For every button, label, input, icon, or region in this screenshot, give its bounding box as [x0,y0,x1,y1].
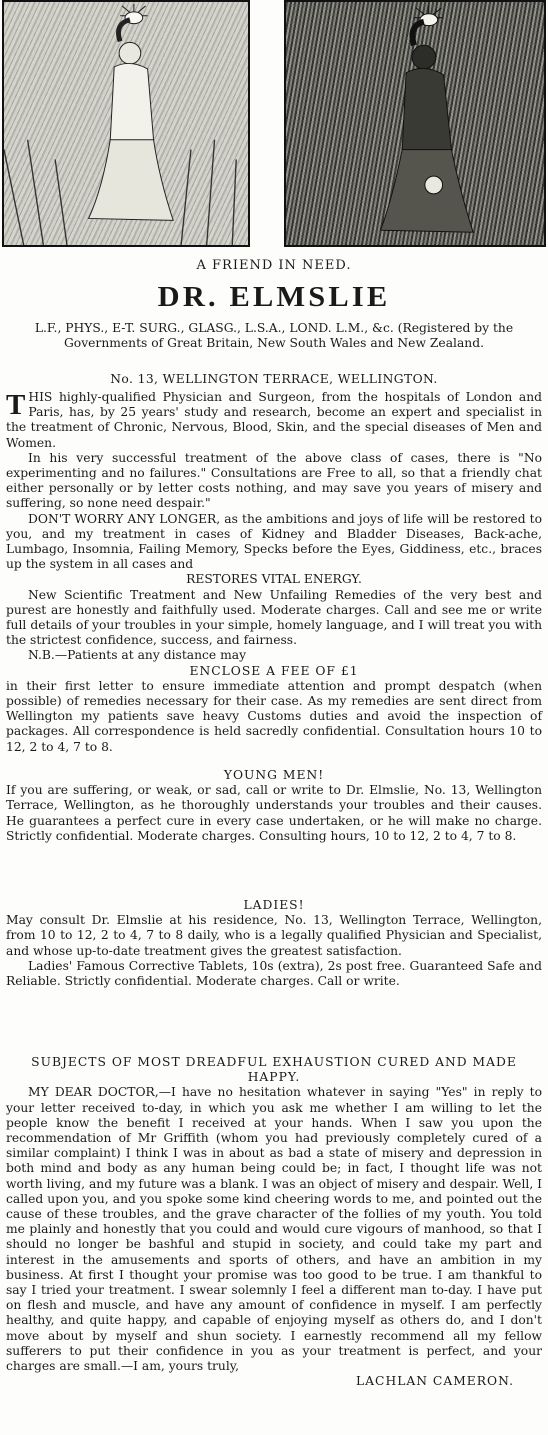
intro-paragraph-4: New Scientific Treatment and New Unfailing Remedies of the very best and purest are honestly and faithfully used. Moderate charges. Call and see me or write full details of your troubles in your simple, homely language, and I will treat you with the strictest confidence, success, and fairness. [6,587,542,648]
testimonial-section [6,1055,542,1389]
credentials: L.F., PHYS., E-T. SURG., GLASG., L.S.A., LOND. L.M., &c. (Registered by the Governments of Great Britain, New South Wales and New Zealand. [34,321,514,350]
intro-paragraph-3: DON'T WORRY ANY LONGER, as the ambitions and joys of life will be restored to you, and my treatment in cases of Kidney and Bladder Diseases, Back-ache, Lumbago, Insomnia, Failing Memory, Specks before the Eyes, Giddiness, etc., braces up the system in all cases and [6,511,542,572]
nb-line: N.B.—Patients at any distance may [28,648,247,663]
ladies-tablets: Ladies' Famous Corrective Tablets, 10s (extra), 2s post free. Guaranteed Safe and Reliable. Strictly confidential. Moderate charges. Call or write. [6,958,542,989]
restores-vital-energy: RESTORES VITAL ENERGY. [186,572,362,587]
illustration-sower-dark [284,0,546,247]
tagline: A FRIEND IN NEED. [196,258,352,273]
intro-section [6,390,542,755]
address: No. 13, WELLINGTON TERRACE, WELLINGTON. [110,372,438,386]
young-men-text: If you are suffering, or weak, or sad, call or write to Dr. Elmslie, No. 13, Wellington Terrace, Wellington, as he thoroughly understands your troubles and their causes. He guarantees a perfect cure in every case undertaken, or he will make no charge. Strictly confidential. Moderate charges. Consulting hours, 10 to 12, 2 to 4, 7 to 8. [6,783,542,843]
intro-paragraph-5: in their first letter to ensure immediate attention and prompt despatch (when possible) of remedies necessary for their case. As my remedies are sent direct from Wellington my patients save heavy Customs duties and avoid the inspection of packages. All correspondence is held sacredly confidential. Consultation hours 10 to 12, 2 to 4, 7 to 8. [6,678,542,754]
illustration-sower-light [2,0,250,247]
fee-heading: ENCLOSE A FEE OF £1 [189,663,359,678]
testimonial-text: MY DEAR DOCTOR,—I have no hesitation whatever in saying "Yes" in reply to your letter received to-day, in which you ask me whether I am willing to let the people know the benefit I received at your hands. When I saw you upon the recommendation of Mr Griffith (whom you had previously completely cured of a similar complaint) I think I was in about as bad a state of misery and depression in both mind and body as any human being could be; in fact, I thought life was not worth living, and my future was a blank. I was an object of misery and despair. Well, I called upon you, and you spoke some kind cheering words to me, and pointed out the cause of these troubles, and the grave character of the follies of my youth. You told me plainly and honestly that you could and would cure vigours of manhood, so that I should no longer be bashful and stupid in society, and could take my part and interest in the amusements and sports of others, and have an ambition in my business. At first I thought your promise was too good to be true. I am thankful to say I tried your treatment. I swear solemnly I feel a different man to-day. I have put on flesh and muscle, and have any amount of confidence in myself. I am perfectly healthy, and quite happy, and capable of enjoying myself as others do, and I don't move about by myself and shun society. I earnestly recommend all my fellow sufferers to put their confidence in you as your treatment is perfect, and your charges are small.—I am, yours truly, [6,1085,542,1374]
intro-paragraph-2: In his very successful treatment of the above class of cases, there is "No experimenting and no failures." Consultations are Free to all, so that a friendly chat either personally or by letter costs nothing, and may save you years of misery and suffering, so none need despair." [6,450,542,511]
drop-cap: T [6,389,26,421]
intro-paragraph-1 [6,390,542,451]
ladies-heading: LADIES! [243,898,305,912]
illustrations [0,0,548,250]
intro-text: HIS highly-qualified Physician and Surgeon, from the hospitals of London and Paris, has, by 25 years' study and research, become an expert and specialist in the treatment of Chronic, Nervous, Blood, Skin, and the special diseases of Men and Women. [6,390,542,450]
ladies-text: May consult Dr. Elmslie at his residence, No. 13, Wellington Terrace, Wellington, from 10 to 12, 2 to 4, 7 to 8 daily, who is a legally qualified Physician and Specialist, and whose up-to-date treatment gives the greatest satisfaction. [6,913,542,958]
young-men-heading: YOUNG MEN! [223,768,325,782]
signature: LACHLAN CAMERON. [356,1374,514,1389]
doctor-name: DR. ELMSLIE [157,281,391,313]
ladies-section [6,898,542,989]
testimonial-heading: SUBJECTS OF MOST DREADFUL EXHAUSTION CURED AND MADE HAPPY. [31,1055,517,1085]
young-men-section [6,768,542,844]
